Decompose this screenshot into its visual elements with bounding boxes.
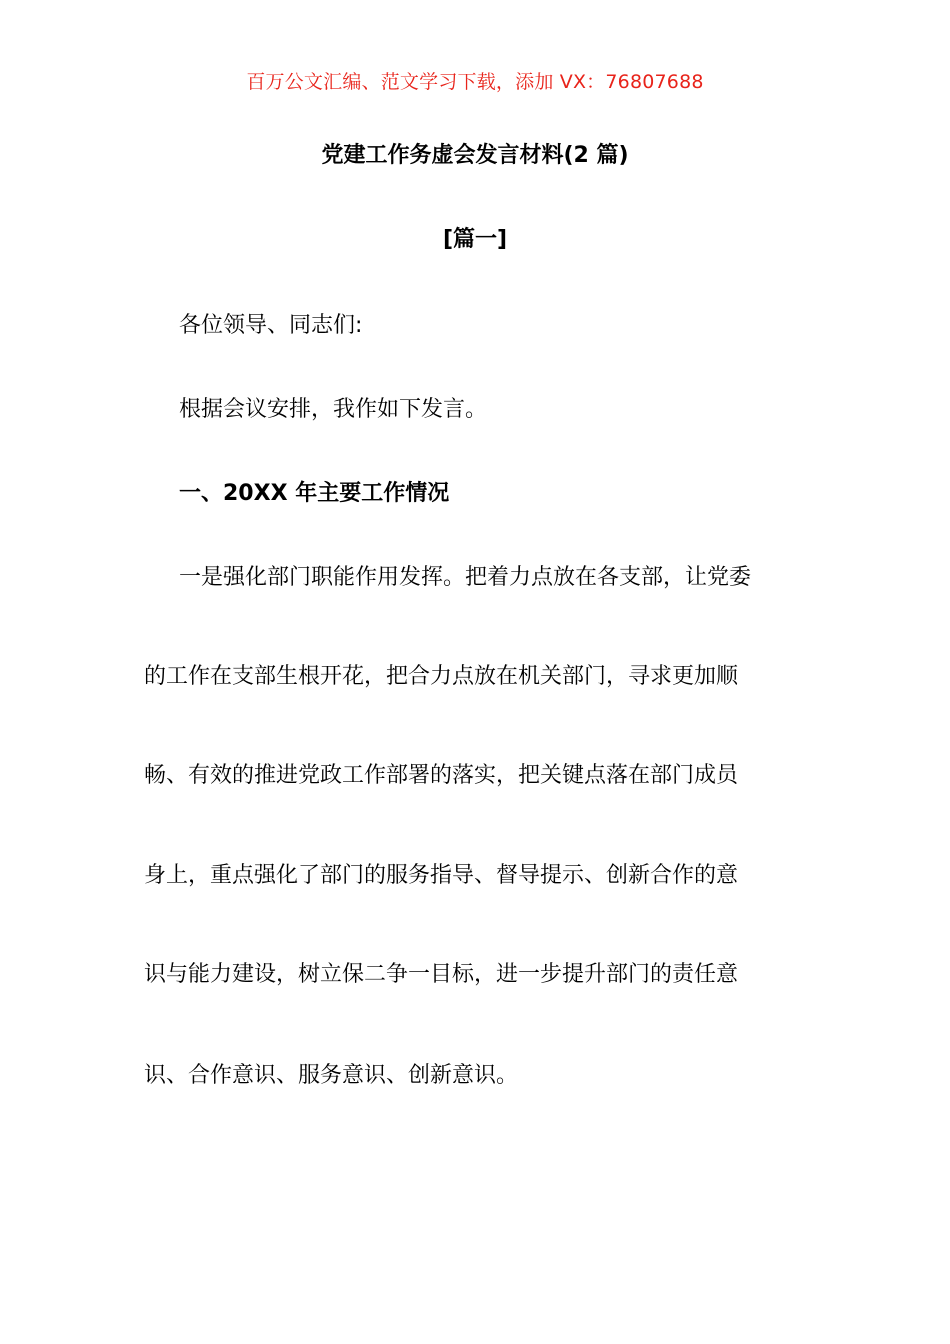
section-heading: 一、20XX 年主要工作情况: [179, 481, 450, 506]
paragraph-line: 身上，重点强化了部门的服务指导、督导提示、创新合作的意: [144, 863, 739, 888]
paragraph-line: 畅、有效的推进党政工作部署的落实，把关键点落在部门成员: [144, 763, 739, 788]
section-label: [篇一]: [442, 227, 508, 252]
intro-paragraph: 根据会议安排，我作如下发言。: [179, 397, 488, 422]
paragraph-line: 一是强化部门职能作用发挥。把着力点放在各支部，让党委: [179, 565, 752, 590]
paragraph-line: 的工作在支部生根开花，把合力点放在机关部门，寻求更加顺: [144, 664, 739, 689]
paragraph-line: 识、合作意识、服务意识、创新意识。: [144, 1063, 519, 1088]
watermark-banner: 百万公文汇编、范文学习下载，添加 VX：76807688: [246, 71, 704, 93]
paragraph-line: 识与能力建设，树立保二争一目标，进一步提升部门的责任意: [144, 962, 739, 987]
greeting: 各位领导、同志们:: [179, 313, 363, 338]
document-title: 党建工作务虚会发言材料(2 篇): [321, 143, 629, 168]
